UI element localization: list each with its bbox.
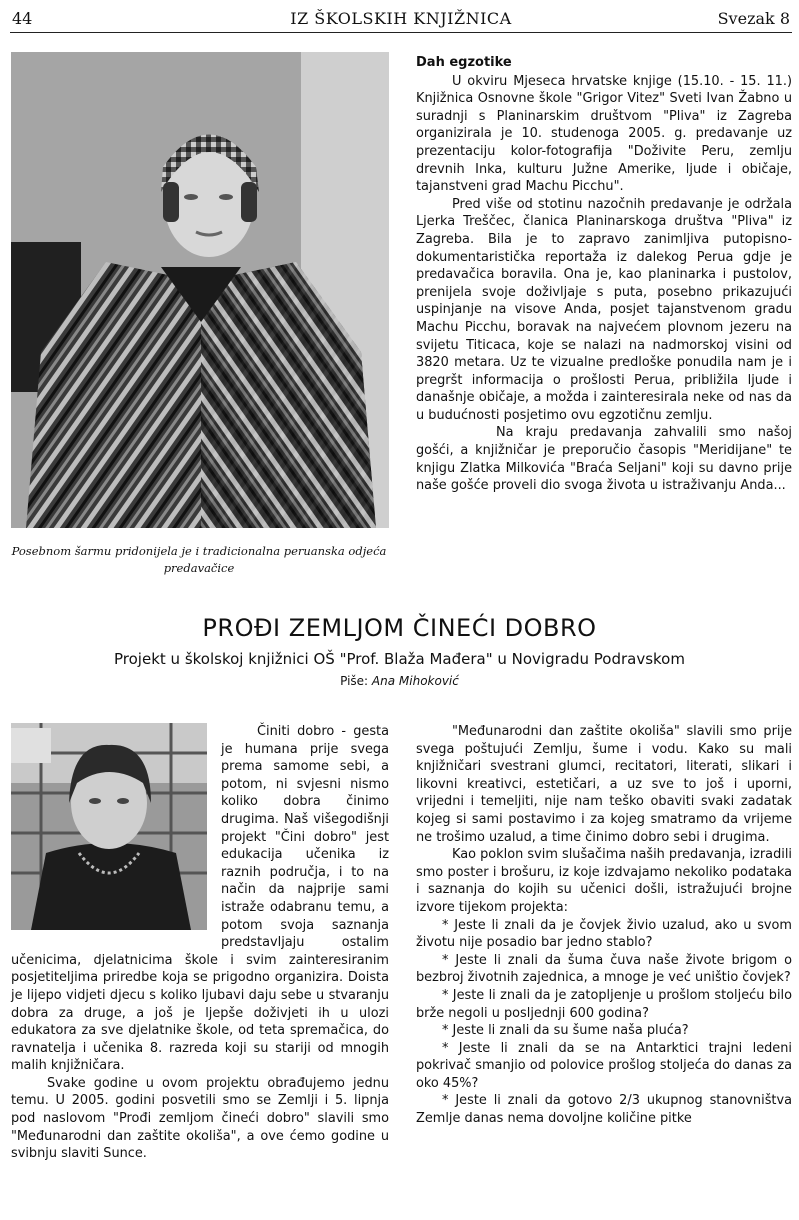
article-byline <box>0 674 799 688</box>
top-article <box>416 54 792 495</box>
running-header <box>10 6 792 33</box>
main-article-paragraph: Svake godine u ovom projektu obrađujemo jednu temu. U 2005. godini posvetili smo se Zemlji i 5. lipnja pod naslovom "Prođi zemljom čineći dobro" slavili smo "Međunarodni dan zaštite okoliša", a ove ćemo godine u svibnju slaviti Sunce. <box>11 1075 389 1162</box>
fact-bullet: * Jeste li znali da šuma čuva naše živote brigom o bezbroj životnih zajednica, a mnoge je već uništio čovjek? <box>416 952 792 986</box>
author-name: Ana Mihoković <box>371 674 459 688</box>
fact-bullet: * Jeste li znali da se na Antarktici trajni ledeni pokrivač smanjio od polovice prošlog stoljeća do danas za oko 45%? <box>416 1040 792 1091</box>
top-article-paragraph: U okviru Mjeseca hrvatske knjige (15.10. - 15. 11.) Knjižnica Osnovne škole "Grigor Vitez" Sveti Ivan Žabno u suradnji s Planinarskim društvom "Pliva" iz Zagreba organizirala je 10. studenoga 2005. g. predavanje uz prezentaciju kolor-fotografija "Doživite Peru, zemlju drevnih Inka, kulturu Južne Amerike, ljude i običaje, tajanstveni grad Machu Picchu". <box>416 73 792 195</box>
fact-bullet: * Jeste li znali da su šume naša pluća? <box>442 1023 689 1039</box>
main-article-paragraph: "Međunarodni dan zaštite okoliša" slavili smo prije svega poštujući Zemlju, šume i vodu. Kako su mali knjižničari svestrani glumci, recitatori, literati, slikari i likovni kreativci, estetičari, a uz sve to još i uporni, vrijedni i temeljiti, nije nam teško obaviti svaki zadatak kojeg si sami postavimo i za kojeg smatramo da vrijeme ne trošimo uzalud, a time činimo dobro sebi i drugima. <box>416 724 792 845</box>
publication-title: IZ ŠKOLSKIH KNJIŽNICA <box>290 9 512 28</box>
main-article-paragraph: Kao poklon svim slušačima naših predavanja, izradili smo poster i brošuru, iz koje izdvajamo nekoliko podataka i saznanja do kojih su učenici došli, istražujući brojne izvore tijekom projekta: <box>416 847 792 915</box>
main-article-paragraph: Činiti dobro - gesta je humana prije svega prema samome sebi, a potom, ni svjesni nismo koliko dobra činimo drugima. Naš višegodišnji projekt "Čini dobro" jest edukacija učenika iz raznih područja, i to na način da najprije sami istraže odabranu temu, a potom svoja saznanja predstavljaju ostalim učenicima, djelatnicima škole i svim zainteresiranim posjetiteljima priredbe koja se prigodno organizira. Doista je lijepo vidjeti djecu s koliko ljubavi daju sebe u stvaranju dobra za druge, a još je ljepše doživjeti ih u ulozi edukatora za sve djelatnike škole, od teta spremačica, do ravnatelja i učenika 8. razreda koji su stariji od mnogih malih knjižničara. <box>11 724 389 1074</box>
article-title: PROĐI ZEMLJOM ČINEĆI DOBRO <box>202 614 597 642</box>
lecturer-photo <box>11 52 389 528</box>
fact-bullet: * Jeste li znali da gotovo 2/3 ukupnog stanovništva Zemlje danas nema dovoljne količine pitke <box>416 1093 792 1127</box>
article-subtitle: Projekt u školskoj knjižnici OŠ "Prof. Blaža Mađera" u Novigradu Podravskom <box>114 650 685 668</box>
volume-label: Svezak 8 <box>717 9 790 28</box>
fact-bullet: * Jeste li znali da je zatopljenje u prošlom stoljeću bilo brže negoli u posljednji 600 godina? <box>416 987 792 1021</box>
lecturer-photo-graphic <box>11 52 389 528</box>
photo-caption: Posebnom šarmu pridonijela je i tradicionalna peruanska odjeća predavačice <box>11 544 387 575</box>
top-article-paragraph: Pred više od stotinu nazočnih predavanje je održala Ljerka Treščec, članica Planinarskoga društva "Pliva" iz Zagreba. Bila je to zapravo zanimljiva putopisno-dokumentaristička reportaža iz dalekog Perua gdje je predavačica boravila. Ona je, kao planinarka i pustolov, prenijela svoje doživljaje s puta, posebno prikazujući uspinjanje na visove Anda, posjet tajanstvenom gradu Machu Picchu, boravak na najvećem plovnom jezeru na svijetu Titicaca, koje se nalazi na nadmorskoj visini od 3820 metara. Uz te vizualne predloške ponudila nam je i pregršt informacija o prošlosti Perua, približila ljude i današnje običaje, a možda i zainteresirala neke od nas da u budućnosti posjetimo ovu egzotičnu zemlju. <box>416 196 792 423</box>
top-article-heading: Dah egzotike <box>416 55 512 70</box>
main-article-left <box>11 723 389 1163</box>
page-number: 44 <box>12 9 33 28</box>
author-portrait-graphic <box>11 723 207 930</box>
top-article-paragraph: Na kraju predavanja zahvalili smo našoj gošći, a knjižničar je preporučio časopis "Meridijane" te knjigu Zlatka Milkovića "Braća Seljani" koji su davno prije naše gošće proveli dio svoga života u istraživanju Anda... <box>416 425 792 494</box>
author-portrait <box>11 723 207 930</box>
main-article-right <box>416 723 792 1128</box>
byline-label: Piše: <box>340 674 369 688</box>
fact-bullet: * Jeste li znali da je čovjek živio uzalud, ako u svom životu nije posadio bar jedno stablo? <box>416 917 792 951</box>
